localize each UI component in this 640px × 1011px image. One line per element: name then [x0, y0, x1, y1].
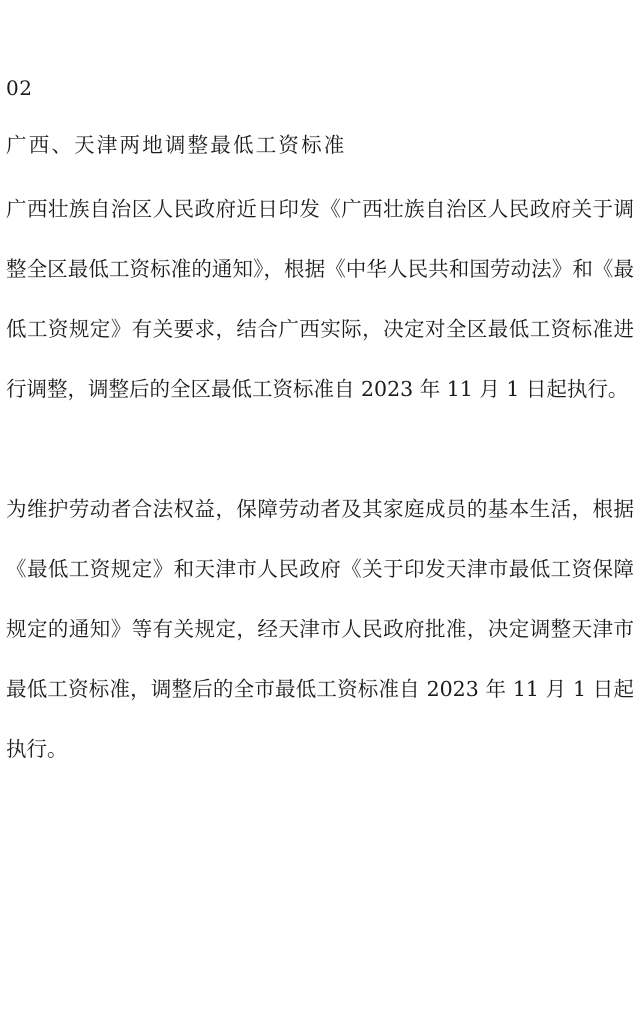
section-number: 02	[6, 76, 33, 100]
paragraph-tianjin: 为维护劳动者合法权益，保障劳动者及其家庭成员的基本生活，根据《最低工资规定》和天津市人民政府《关于印发天津市最低工资保障规定的通知》等有关规定，经天津市人民政府批准，决定调整天津市最低工资标准，调整后的全市最低工资标准自 2023 年 11 月 1 日起执行。	[6, 497, 634, 761]
paragraph-guangxi: 广西壮族自治区人民政府近日印发《广西壮族自治区人民政府关于调整全区最低工资标准的通知》，根据《中华人民共和国劳动法》和《最低工资规定》有关要求，结合广西实际，决定对全区最低工资标准进行调整，调整后的全区最低工资标准自 2023 年 11 月 1 日起执行。	[6, 197, 634, 401]
section-title: 广西、天津两地调整最低工资标准	[6, 133, 347, 157]
